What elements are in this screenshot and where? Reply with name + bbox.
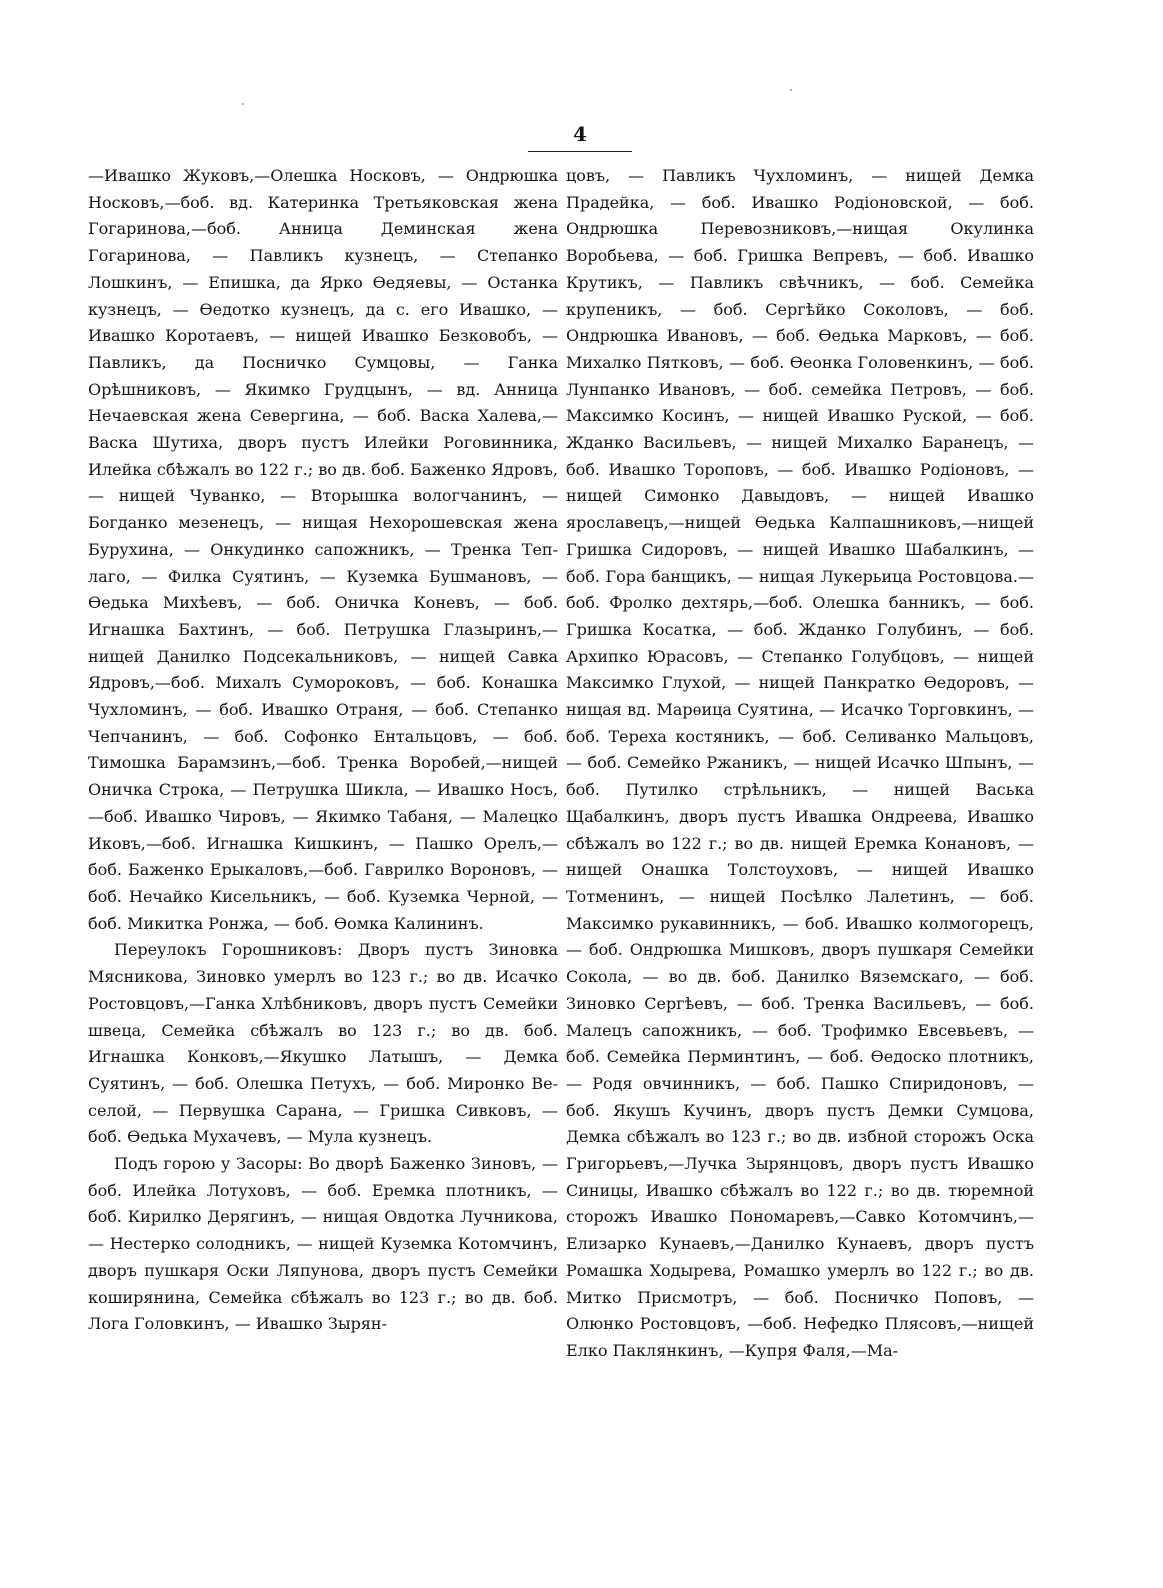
left-paragraph-1: —Ивашко Жуковъ,—Олешка Носковъ, — Ондрюшка Носковъ,—боб. вд. Катеринка Третьяковская жена Гогаринова,—боб. Анница Деминская жена Гогаринова, — Павликъ кузнецъ, — Степанко Лошкинъ, — Епишка, да Ярко Ѳедяевы, — Останка кузнецъ, — Ѳедотко кузнецъ, да с. его Ивашко, — Ивашко Коротаевъ, — нищей Ивашко Безковобъ, — Павликъ, да Посничко Сумцовы, — Ганка Орѣшниковъ, — Якимко Грудцынъ, — вд. Анница Нечаевская жена Севергина, — боб. Васка Халева,—Васка Шутиха, дворъ пустъ Илейки Роговинника, Илейка сбѣжалъ во 122 г.; во дв. боб. Баженко Ядровъ, — нищей Чуванко, — Вторышка вологчанинъ, — Богданко мезенецъ, — нищая Нехорошевская жена Бурухина, — Онкудинко сапожникъ, — Тренка Теплаго, — Филка Суятинъ, — Куземка Бушмановъ, — Ѳедька Михѣевъ, — боб. Оничка Коневъ, — боб. Игнашка Бахтинъ, — боб. Петрушка Глазыринъ,—нищей Данилко Подсекальниковъ, — нищей Савка Ядровъ,—боб. Михалъ Сумороковъ, — боб. Конашка Чухломинъ, — боб. Ивашко Отраня, — боб. Степанко Чепчанинъ, — боб. Софонко Ентальцовъ, — боб. Тимошка Барамзинъ,—боб. Тренка Воробей,—нищей Оничка Строка, — Петрушка Шикла, — Ивашко Носъ,—боб. Ивашко Чировъ, — Якимко Табаня, — Малецко Иковъ,—боб. Игнашка Кишкинъ, — Пашко Орелъ,—боб. Баженко Ерыкаловъ,—боб. Гаврилко Вороновъ, — боб. Нечайко Кисельникъ, — боб. Куземка Черной, — боб. Микитка Ронжа, — боб. Ѳомка Калининъ. bbox=[88, 166, 558, 933]
page-number: 4 bbox=[573, 122, 587, 146]
left-column bbox=[88, 163, 558, 1338]
right-column bbox=[566, 163, 1034, 1365]
print-speck bbox=[790, 89, 792, 91]
print-speck bbox=[242, 103, 244, 105]
right-paragraph-1: цовъ, — Павликъ Чухломинъ, — нищей Демка Прадейка, — боб. Ивашко Родіоновской, — боб. Ондрюшка Перевозниковъ,—нищая Окулинка Воробьева, — боб. Гришка Вепревъ, — боб. Ивашко Крутикъ, — Павликъ свѣчникъ, — боб. Семейка крупеникъ, — боб. Сергѣйко Соколовъ, — боб. Ондрюшка Ивановъ, — боб. Ѳедька Марковъ, — боб. Михалко Пятковъ, — боб. Ѳеонка Головенкинъ, — боб. Лунпанко Ивановъ, — боб. семейка Петровъ, — боб. Максимко Косинъ, — нищей Ивашко Руской, — боб. Жданко Васильевъ, — нищей Михалко Баранецъ, — боб. Ивашко Тороповъ, — боб. Ивашко Родіоновъ, — нищей Симонко Давыдовъ, — нищей Ивашко ярославецъ,—нищей Ѳедька Калпашниковъ,—нищей Гришка Сидоровъ, — нищей Ивашко Шабалкинъ, — боб. Гора банщикъ, — нищая Лукерьица Ростовцова.—боб. Фролко дехтярь,—боб. Олешка банникъ, — боб. Гришка Косатка, — боб. Жданко Голубинъ, — боб. Архипко Юрасовъ, — Степанко Голубцовъ, — нищей Максимко Глухой, — нищей Панкратко Ѳедоровъ, — нищая вд. Марѳица Суятина, — Исачко Торговкинъ, — боб. Тереха костяникъ, — боб. Селиванко Мальцовъ, — боб. Семейко Ржаникъ, — нищей Исачко Шпынъ, — боб. Путилко стрѣльникъ, — нищей Васька Щабалкинъ, дворъ пустъ Ивашка Ондреева, Ивашко сбѣжалъ во 122 г.; во дв. нищей Еремка Конановъ, — нищей Онашка Толстоуховъ, — нищей Ивашко Тотменинъ, — нищей Посѣлко Лалетинъ, — боб. Максимко рукавинникъ, — боб. Ивашко колмогорецъ, — боб. Ондрюшка Мишковъ, дворъ пушкаря Семейки Сокола, — во дв. боб. Данилко Вяземскаго, — боб. Зиновко Сергѣевъ, — боб. Тренка Васильевъ, — боб. Малецъ сапожникъ, — боб. Трофимко Евсевьевъ, — боб. Семейка Перминтинъ, — боб. Ѳедоско плотникъ, — Родя овчинникъ, — боб. Пашко Спиридоновъ, — боб. Якушъ Кучинъ, дворъ пустъ Демки Сумцова, Демка сбѣжалъ во 123 г.; во дв. избной сторожъ Оска Григорьевъ,—Лучка Зырянцовъ, дворъ пустъ Ивашко Синицы, Ивашко сбѣжалъ во 122 г.; во дв. тюремной сторожъ Ивашко Пономаревъ,—Савко Котомчинъ,—Елизарко Кунаевъ,—Данилко Кунаевъ, дворъ пустъ Ромашка Ходырева, Ромашко умерлъ во 122 г.; во дв. Митко Присмотръ, — боб. Посничко Поповъ, — Олюнко Ростовцовъ, —боб. Нефедко Плясовъ,—нищей Елко Паклянкинъ, —Купря Фаля,—Ма- bbox=[566, 166, 1034, 1360]
left-paragraph-3: Подъ горою у Засоры: Во дворѣ Баженко Зиновъ, — боб. Илейка Лотуховъ, — боб. Еремка плотникъ, — боб. Кирилко Дерягинъ, — нищая Овдотка Лучникова, — Нестерко солодникъ, — нищей Куземка Котомчинъ, дворъ пушкаря Оски Ляпунова, дворъ пустъ Семейки коширянина, Семейка сбѣжалъ во 123 г.; во дв. боб. Лога Головкинъ, — Ивашко Зырян- bbox=[88, 1154, 558, 1334]
header-rule bbox=[528, 151, 632, 152]
left-paragraph-2: Переулокъ Горошниковъ: Дворъ пустъ Зиновка Мясникова, Зиновко умерлъ во 123 г.; во дв. Исачко Ростовцовъ,—Ганка Хлѣбниковъ, дворъ пустъ Семейки швеца, Семейка сбѣжалъ во 123 г.; во дв. боб. Игнашка Конковъ,—Якушко Латышъ, — Демка Суятинъ, — боб. Олешка Петухъ, — боб. Миронко Веселой, — Первушка Сарана, — Гришка Сивковъ, — боб. Ѳедька Мухачевъ, — Мула кузнецъ. bbox=[88, 940, 558, 1147]
